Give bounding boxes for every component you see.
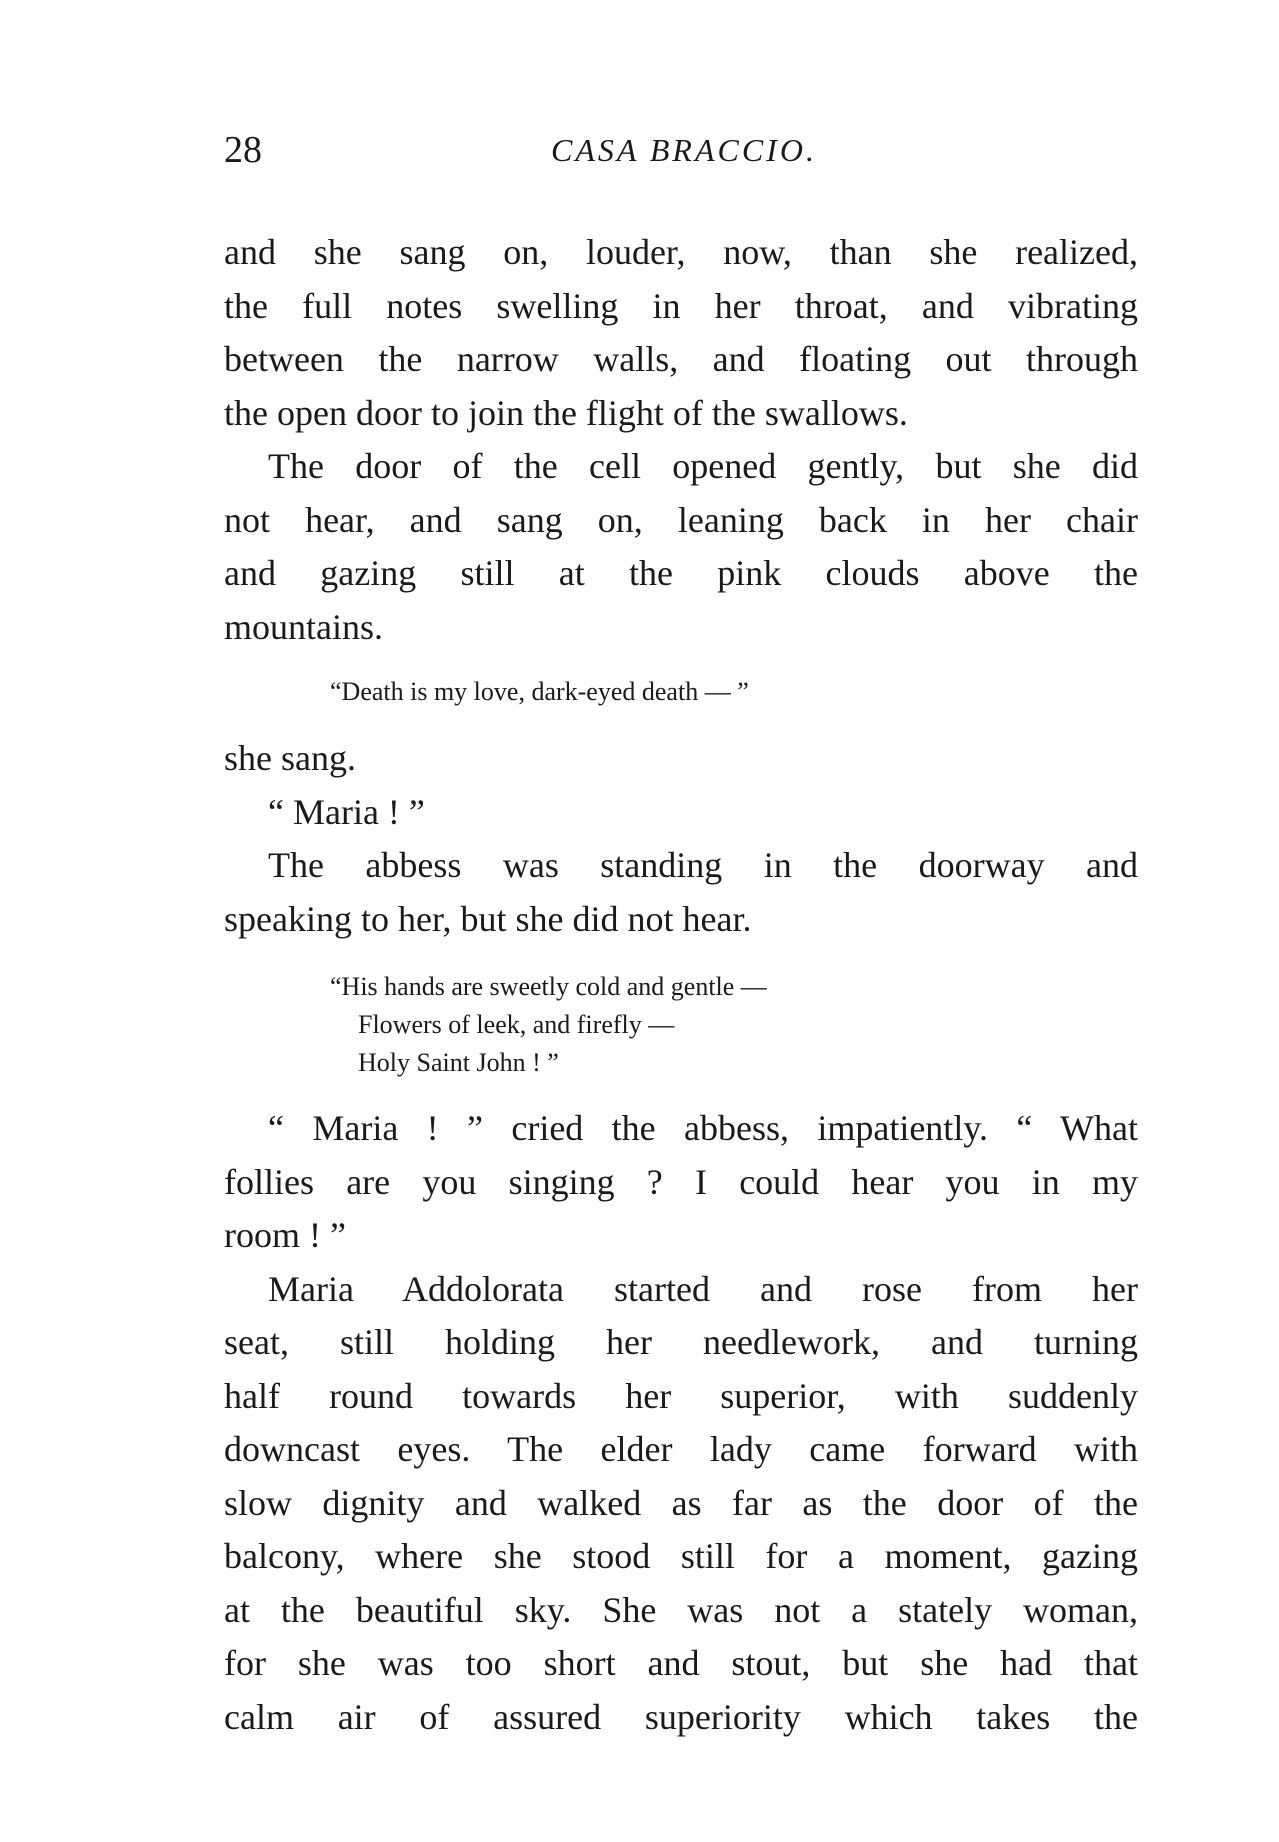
verse-line: “His hands are sweetly cold and gentle —: [330, 972, 767, 1001]
text-line: slow dignity and walked as far as the door of the: [224, 1482, 1138, 1523]
text-line: and gazing still at the pink clouds above the: [224, 553, 1138, 593]
paragraph: [224, 839, 1138, 946]
text-line: at the beautiful sky. She was not a stately woman,: [224, 1589, 1138, 1630]
text-line: follies are you singing ? I could hear you in my: [224, 1161, 1138, 1202]
text-line: “ Maria ! ”: [268, 791, 425, 832]
paragraph: [224, 440, 1138, 654]
verse-line: Holy Saint John ! ”: [358, 1048, 559, 1077]
text-line: for she was too short and stout, but she had that: [224, 1643, 1138, 1683]
text-line: she sang.: [224, 738, 356, 778]
text-line: calm air of assured superiority which takes the: [224, 1696, 1138, 1737]
page-header: [224, 128, 1144, 178]
text-line: downcast eyes. The elder lady came forward with: [224, 1429, 1138, 1469]
text-line: balcony, where she stood still for a moment, gazing: [224, 1536, 1138, 1576]
verse-block: [330, 968, 1138, 1082]
text-line: mountains.: [224, 606, 383, 647]
text-line: between the narrow walls, and floating out through: [224, 339, 1138, 379]
verse-line: Flowers of leek, and firefly —: [358, 1010, 675, 1039]
paragraph: [224, 1263, 1138, 1745]
verse-line: “Death is my love, dark-eyed death — ”: [330, 677, 749, 706]
text-line: and she sang on, louder, now, than she realized,: [224, 232, 1138, 272]
text-line: the open door to join the flight of the swallows.: [224, 392, 908, 433]
paragraph: [224, 226, 1138, 440]
text-line: not hear, and sang on, leaning back in her chair: [224, 499, 1138, 540]
text-line: The abbess was standing in the doorway and: [268, 845, 1138, 885]
text-line: The door of the cell opened gently, but she did: [268, 446, 1138, 486]
text-line: room ! ”: [224, 1215, 346, 1255]
text-line: half round towards her superior, with suddenly: [224, 1375, 1138, 1416]
body-text: [224, 226, 1138, 1744]
text-line: the full notes swelling in her throat, and vibrating: [224, 285, 1138, 326]
text-line: “ Maria ! ” cried the abbess, impatiently. “ What: [268, 1108, 1138, 1148]
paragraph: [224, 1102, 1138, 1263]
text-line: Maria Addolorata started and rose from her: [268, 1268, 1138, 1309]
text-line: speaking to her, but she did not hear.: [224, 898, 752, 939]
running-title: CASA BRACCIO.: [551, 132, 817, 168]
text-line: seat, still holding her needlework, and turning: [224, 1322, 1138, 1362]
page-number: 28: [224, 129, 262, 171]
